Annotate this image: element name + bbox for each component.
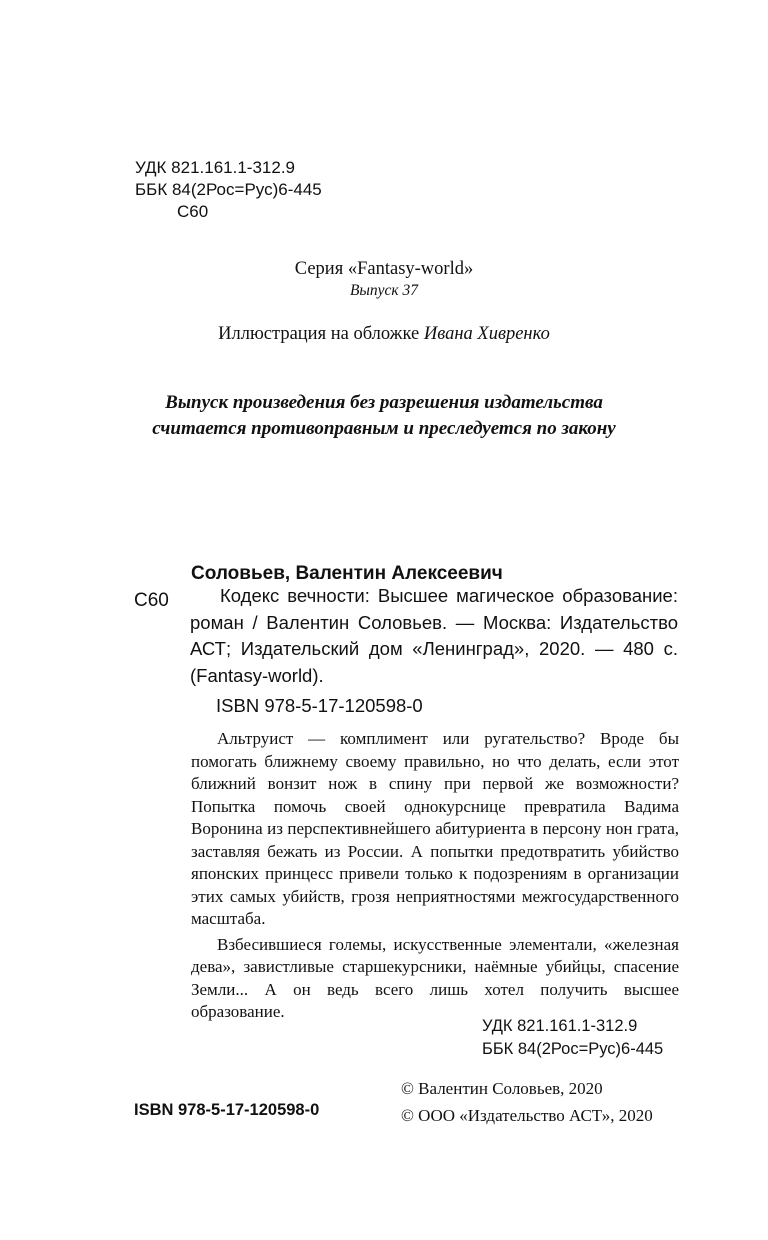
footer-isbn: ISBN 978-5-17-120598-0 (134, 1101, 320, 1119)
author-mark: С60 (177, 202, 209, 221)
catalog-isbn: ISBN 978-5-17-120598-0 (216, 695, 423, 716)
bbk-code: ББК 84(2Рос=Рус)6-445 (135, 180, 322, 199)
illustration-prefix: Иллюстрация на обложке (218, 324, 424, 344)
annotation-paragraph-1: Альтруист — комплимент или ругательство? Вроде бы помогать ближнему своему правильно, но что делать, если этот ближний вонзит нож в спину при первой же возможности? Попытка помочь своей однокурснице превратила Вадима Воронина из перспективнейшего абитуриента в персону нон грата, заставляя бежать из России. А попытки предотвратить убийство японских принцесс привели только к подозрениям в организации этих самых убийств, грозя неприятностями межгосударственного масштаба. (191, 729, 679, 928)
catalog-author: Соловьев, Валентин Алексеевич (191, 563, 503, 584)
classification-block (135, 157, 322, 223)
series-issue: Выпуск 37 (349, 282, 419, 299)
illustration-credit (0, 324, 768, 345)
catalog-description-text: Кодекс вечности: Высшее магическое образование: роман / Валентин Соловьев. — Москва: Издательство АСТ; Издательский дом «Ленинград», 2020. — 480 с. (Fantasy-world). (190, 585, 678, 686)
series-label: Серия «Fantasy-world» (294, 259, 474, 279)
catalog-code: С60 (134, 590, 169, 611)
footer-bbk: ББК 84(2Рос=Рус)6-445 (482, 1040, 664, 1058)
annotation (191, 728, 679, 1024)
illustration-artist: Ивана Хивренко (423, 324, 550, 344)
udk-code: УДК 821.161.1-312.9 (135, 158, 296, 177)
footer-codes (482, 1015, 663, 1061)
copyright-author: © Валентин Соловьев, 2020 (401, 1079, 603, 1098)
copyright-publisher: © ООО «Издательство АСТ», 2020 (401, 1106, 653, 1125)
warning-line-2: считается противоправным и преследуется по закону (152, 418, 616, 439)
warning-line-1: Выпуск произведения без разрешения издательства (165, 392, 603, 413)
footer-udk: УДК 821.161.1-312.9 (482, 1017, 638, 1035)
copyright-warning (0, 390, 768, 442)
copyright-block (401, 1075, 653, 1129)
annotation-paragraph-2: Взбесившиеся големы, искусственные элементали, «железная дева», завистливые старшекурсники, наёмные убийцы, спасение Земли... А он ведь всего лишь хотел получить высшее образование. (191, 934, 679, 1021)
